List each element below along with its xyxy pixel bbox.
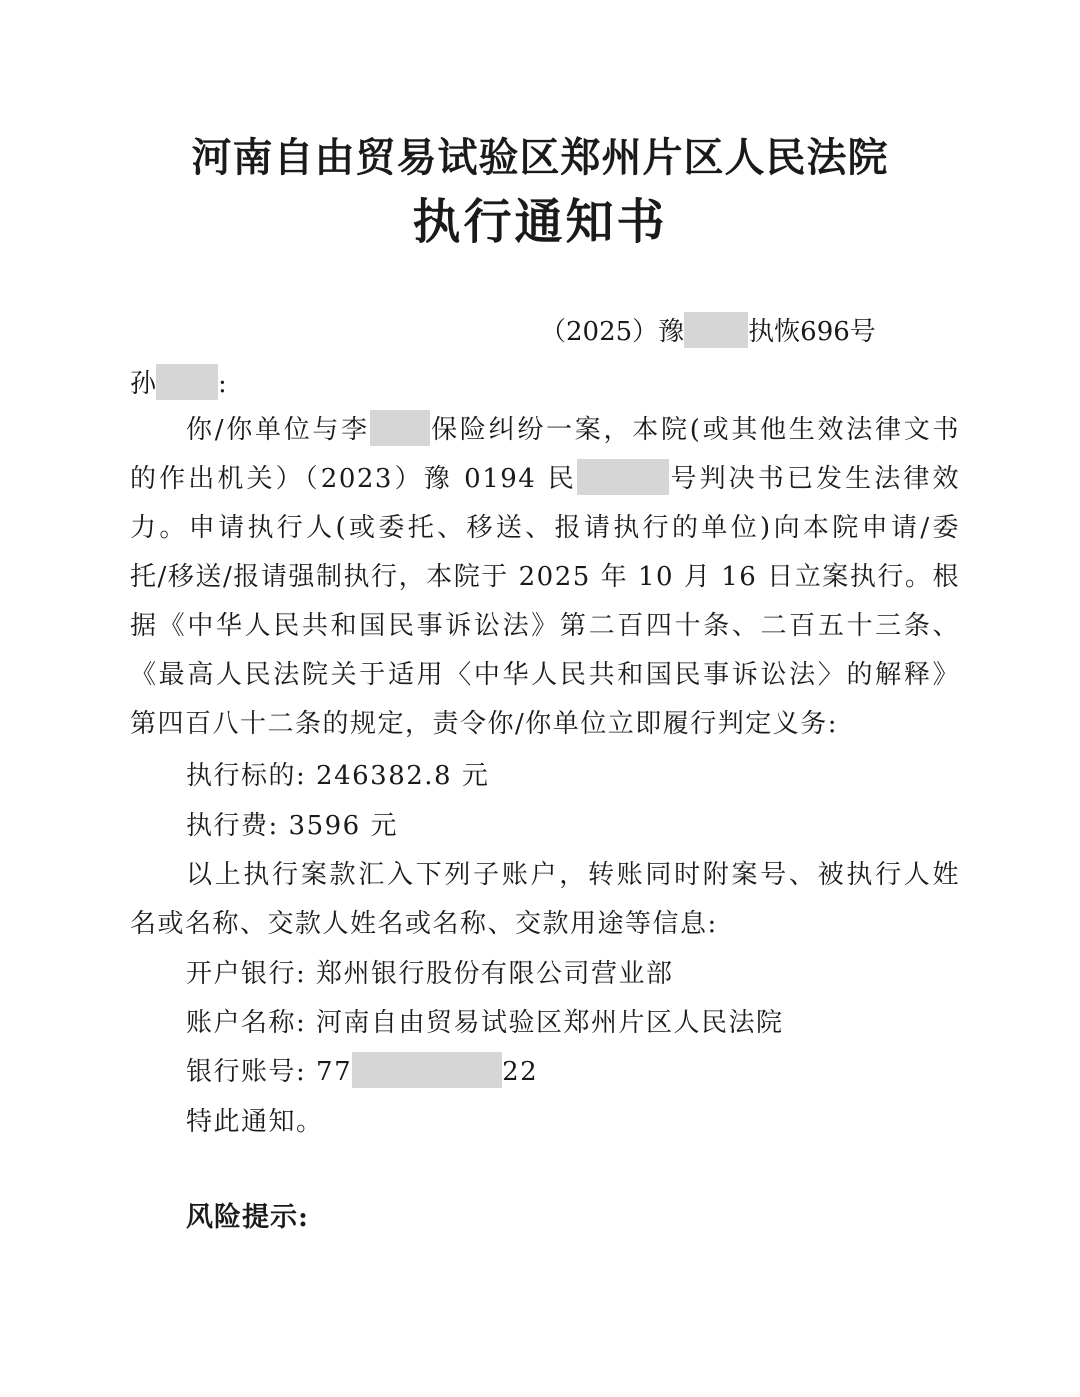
redaction-block xyxy=(156,364,218,400)
account-number xyxy=(186,1052,538,1092)
account-number-end: 22 xyxy=(502,1057,539,1087)
risk-heading: 风险提示: xyxy=(186,1202,309,1233)
addressee-colon: : xyxy=(218,369,227,399)
execution-subject-amount: 执行标的: 246382.8 元 xyxy=(186,761,490,791)
paragraph-text: 号判决书已发生法律效 xyxy=(668,464,960,494)
paragraph-line: 据《中华人民共和国民事诉讼法》第二百四十条、二百五十三条、 xyxy=(130,611,960,641)
bank-name: 开户银行: 郑州银行股份有限公司营业部 xyxy=(186,959,674,989)
addressee-name: 孙 xyxy=(130,369,157,399)
paragraph-line: 托/移送/报请强制执行，本院于 2025 年 10 月 16 日立案执行。根 xyxy=(130,562,960,592)
payment-instruction-paragraph xyxy=(130,851,960,949)
paragraph-line xyxy=(130,455,960,504)
account-number-start: 银行账号: 77 xyxy=(186,1057,353,1087)
paragraph-text: 的作出机关）（2023）豫 0194 民 xyxy=(130,464,577,494)
case-number-prefix: （2025）豫 xyxy=(540,317,685,347)
redaction-block xyxy=(684,312,748,348)
document-title: 执行通知书 xyxy=(412,194,668,250)
case-number xyxy=(540,312,876,352)
paragraph-line: 第四百八十二条的规定，责令你/你单位立即履行判定义务: xyxy=(130,709,839,739)
paragraph-line: 力。申请执行人(或委托、移送、报请执行的单位)向本院申请/委 xyxy=(130,513,960,543)
case-number-suffix: 执恢696号 xyxy=(748,317,876,347)
notice-paragraph xyxy=(130,406,960,749)
closing-line: 特此通知。 xyxy=(186,1107,324,1137)
execution-fee: 执行费: 3596 元 xyxy=(186,811,398,841)
paragraph-line: 名或名称、交款人姓名或名称、交款用途等信息: xyxy=(130,909,718,939)
redaction-block xyxy=(352,1052,502,1088)
redaction-block xyxy=(370,410,430,446)
paragraph-line: 《最高人民法院关于适用〈中华人民共和国民事诉讼法〉的解释》 xyxy=(130,660,960,690)
paragraph-line xyxy=(130,406,960,455)
court-name-title: 河南自由贸易试验区郑州片区人民法院 xyxy=(191,134,889,181)
paragraph-text: 保险纠纷一案，本院(或其他生效法律文书 xyxy=(429,415,960,445)
addressee xyxy=(130,364,227,404)
paragraph-text: 你/你单位与李 xyxy=(186,415,370,445)
redaction-block xyxy=(577,459,669,495)
account-name: 账户名称: 河南自由贸易试验区郑州片区人民法院 xyxy=(186,1008,784,1038)
paragraph-line: 以上执行案款汇入下列子账户，转账同时附案号、被执行人姓 xyxy=(186,860,960,890)
